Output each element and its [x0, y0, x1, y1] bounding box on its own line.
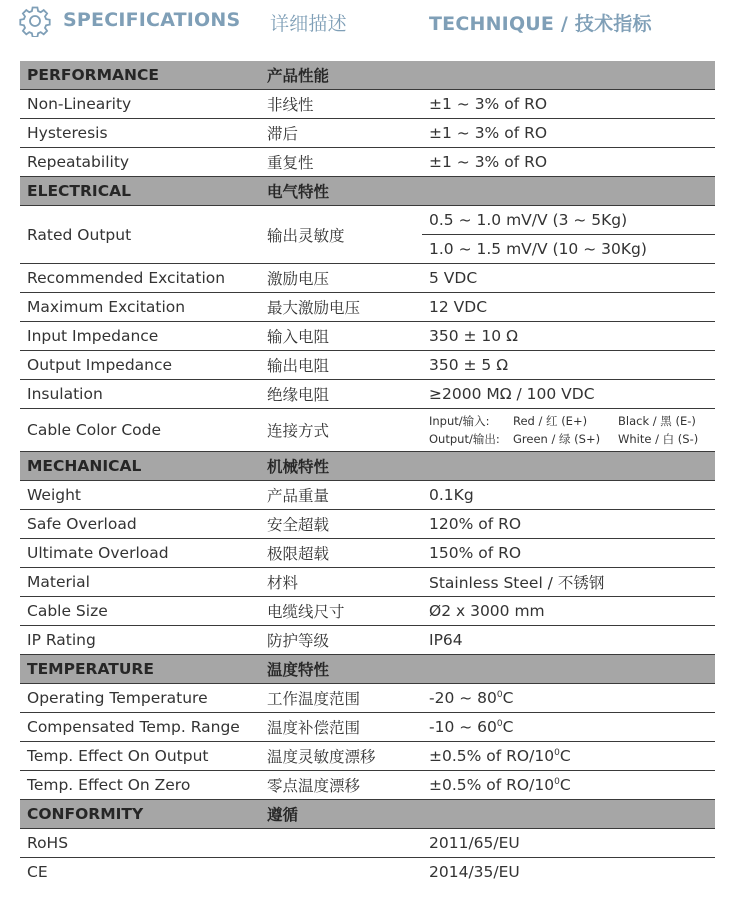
title-fr: TECHNIQUE / 技术指标: [429, 13, 652, 35]
table-row: [20, 293, 715, 322]
section-label-cn: 机械特性: [260, 452, 422, 481]
row-label-cn: 输出电阻: [260, 351, 422, 380]
row-label-cn: 温度补偿范围: [260, 713, 422, 742]
table-row: [20, 684, 715, 713]
row-label-en: Compensated Temp. Range: [20, 713, 260, 742]
value-text: ±0.5% of RO/10: [429, 747, 555, 765]
table-row: [20, 771, 715, 800]
table-row: [20, 380, 715, 409]
row-value: Ø2 x 3000 mm: [422, 597, 715, 626]
row-label-cn: 重复性: [260, 148, 422, 177]
row-label-cn: 安全超载: [260, 510, 422, 539]
section-label-cn: 温度特性: [260, 655, 422, 684]
section-label-cn: 产品性能: [260, 61, 422, 90]
table-row: [20, 713, 715, 742]
cable-input-line: [429, 412, 715, 430]
value-unit: C: [502, 689, 514, 707]
row-label-cn: 非线性: [260, 90, 422, 119]
degree-sup: 0: [496, 719, 503, 729]
row-value: 0.1Kg: [422, 481, 715, 510]
spec-table: [20, 61, 715, 886]
table-row: [20, 829, 715, 858]
value-unit: C: [559, 747, 571, 765]
row-label-cn: 连接方式: [260, 409, 422, 452]
section-label-en: CONFORMITY: [20, 800, 260, 829]
row-value: 120% of RO: [422, 510, 715, 539]
row-label-en: Cable Color Code: [20, 409, 260, 452]
row-value: ±1 ~ 3% of RO: [422, 148, 715, 177]
cable-output-pos: Green / 绿 (S+): [513, 432, 601, 446]
row-label-cn: 激励电压: [260, 264, 422, 293]
value-text: -10 ~ 60: [429, 718, 497, 736]
row-label-en: Weight: [20, 481, 260, 510]
cable-output-label: Output/输出:: [429, 432, 500, 446]
cable-input-neg: Black / 黑 (E-): [618, 414, 696, 428]
section-label-en: PERFORMANCE: [20, 61, 260, 90]
row-label-cn: 输出灵敏度: [260, 206, 422, 264]
cable-input-label: Input/输入:: [429, 414, 490, 428]
row-label-cn: 最大激励电压: [260, 293, 422, 322]
row-value: 12 VDC: [422, 293, 715, 322]
row-label-cn: [260, 829, 422, 858]
table-row: [20, 858, 715, 887]
row-value: [422, 684, 715, 713]
row-label-en: Output Impedance: [20, 351, 260, 380]
degree-sup: 0: [554, 777, 560, 787]
row-label-en: Maximum Excitation: [20, 293, 260, 322]
row-value: 2011/65/EU: [422, 829, 715, 858]
row-value: 1.0 ~ 1.5 mV/V (10 ~ 30Kg): [422, 235, 715, 264]
degree-sup: 0: [496, 690, 503, 700]
row-label-en: Rated Output: [20, 206, 260, 264]
degree-sup: 0: [554, 748, 560, 758]
row-value: ≥2000 MΩ / 100 VDC: [422, 380, 715, 409]
row-label-en: Repeatability: [20, 148, 260, 177]
section-label-en: MECHANICAL: [20, 452, 260, 481]
table-row: [20, 90, 715, 119]
row-label-cn: 零点温度漂移: [260, 771, 422, 800]
table-row: [20, 597, 715, 626]
table-row: [20, 351, 715, 380]
table-row: [20, 742, 715, 771]
row-value: Stainless Steel / 不锈钢: [422, 568, 715, 597]
table-row: [20, 539, 715, 568]
table-row: [20, 148, 715, 177]
row-value: 0.5 ~ 1.0 mV/V (3 ~ 5Kg): [422, 206, 715, 235]
section-conformity: [20, 800, 715, 829]
section-performance: [20, 61, 715, 90]
cable-color-code: [422, 409, 715, 452]
row-label-cn: 温度灵敏度漂移: [260, 742, 422, 771]
row-label-en: Cable Size: [20, 597, 260, 626]
title-cn: 详细描述: [270, 13, 347, 35]
row-label-en: Input Impedance: [20, 322, 260, 351]
value-unit: C: [559, 776, 571, 794]
row-label-cn: 材料: [260, 568, 422, 597]
cable-output-line: [429, 430, 715, 448]
section-mechanical: [20, 452, 715, 481]
row-label-en: Ultimate Overload: [20, 539, 260, 568]
section-label-cn: 遵循: [260, 800, 422, 829]
row-label-en: CE: [27, 863, 48, 881]
row-label-en: Material: [20, 568, 260, 597]
row-label-cn: 绝缘电阻: [260, 380, 422, 409]
table-row: [20, 409, 715, 452]
row-label-en: Temp. Effect On Output: [20, 742, 260, 771]
row-label-en: IP Rating: [20, 626, 260, 655]
row-value: ±1 ~ 3% of RO: [422, 90, 715, 119]
table-row: [20, 119, 715, 148]
row-value: IP64: [422, 626, 715, 655]
section-label-en: ELECTRICAL: [20, 177, 260, 206]
table-row: [20, 626, 715, 655]
row-label-cn: 滞后: [260, 119, 422, 148]
row-value: 2014/35/EU: [429, 863, 520, 881]
row-value: 350 ± 10 Ω: [422, 322, 715, 351]
row-value: 350 ± 5 Ω: [422, 351, 715, 380]
section-electrical: [20, 177, 715, 206]
row-label-en: Recommended Excitation: [20, 264, 260, 293]
cable-output-neg: White / 白 (S-): [618, 432, 699, 446]
row-label-cn: 极限超载: [260, 539, 422, 568]
row-value: ±1 ~ 3% of RO: [422, 119, 715, 148]
table-row: [20, 481, 715, 510]
row-label-cn: [260, 858, 422, 887]
row-label-en: Hysteresis: [20, 119, 260, 148]
row-value: [422, 713, 715, 742]
table-row: [20, 568, 715, 597]
cable-input-pos: Red / 红 (E+): [513, 414, 588, 428]
value-text: -20 ~ 80: [429, 689, 497, 707]
row-label-en: Operating Temperature: [20, 684, 260, 713]
row-label-en: Temp. Effect On Zero: [20, 771, 260, 800]
section-temperature: [20, 655, 715, 684]
value-text: ±0.5% of RO/10: [429, 776, 555, 794]
row-label-en: RoHS: [20, 829, 260, 858]
row-value: [422, 742, 715, 771]
row-label-cn: 产品重量: [260, 481, 422, 510]
table-row: [20, 264, 715, 293]
section-label-cn: 电气特性: [260, 177, 422, 206]
section-label-en: TEMPERATURE: [20, 655, 260, 684]
row-label-cn: 输入电阻: [260, 322, 422, 351]
row-label-cn: 防护等级: [260, 626, 422, 655]
row-label-en: Safe Overload: [20, 510, 260, 539]
table-row: [20, 322, 715, 351]
table-row: [20, 510, 715, 539]
row-label-cn: 电缆线尺寸: [260, 597, 422, 626]
row-value: 5 VDC: [422, 264, 715, 293]
gear-icon: [19, 5, 51, 37]
table-row: [20, 206, 715, 235]
spec-header: [0, 0, 740, 44]
row-label-cn: 工作温度范围: [260, 684, 422, 713]
value-unit: C: [502, 718, 514, 736]
row-value: 150% of RO: [422, 539, 715, 568]
row-value: [422, 771, 715, 800]
row-label-en: Insulation: [20, 380, 260, 409]
row-label-en: Non-Linearity: [20, 90, 260, 119]
title-en: SPECIFICATIONS: [63, 9, 241, 31]
